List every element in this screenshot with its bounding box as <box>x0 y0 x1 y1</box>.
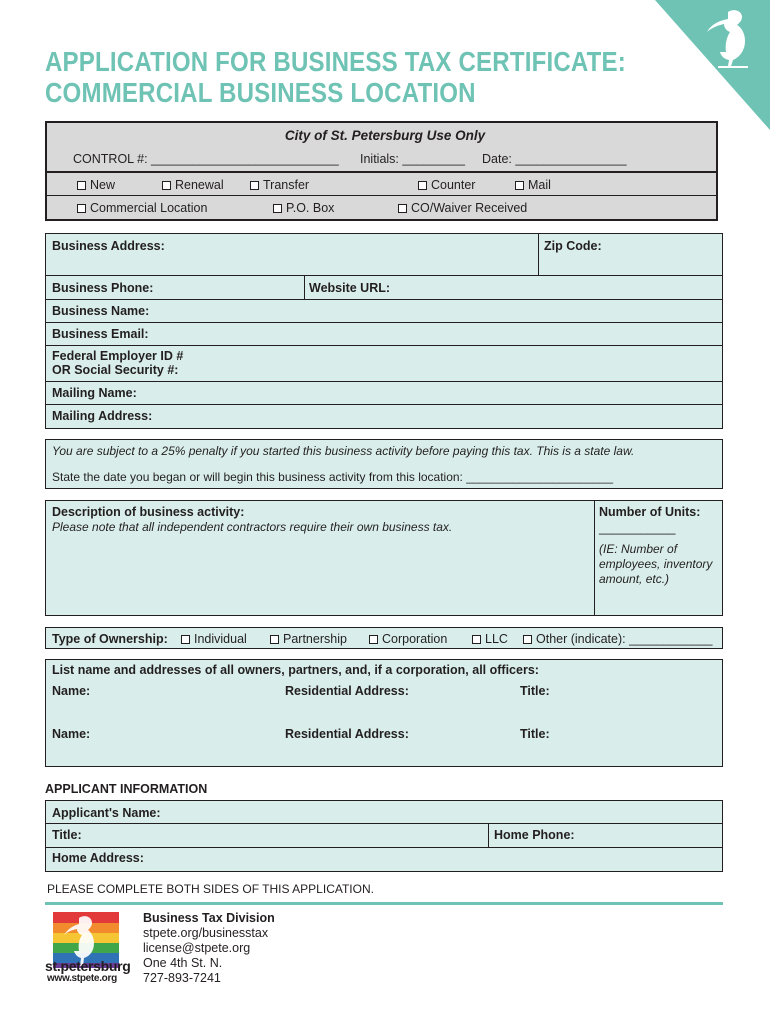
checkbox-icon <box>181 635 190 644</box>
footer-rule <box>45 902 723 905</box>
checkbox-icon <box>472 635 481 644</box>
checkbox-icon <box>162 181 171 190</box>
checkbox-transfer[interactable] <box>250 178 309 192</box>
checkbox-new-label: New <box>90 178 116 192</box>
applicant-name-field[interactable]: Applicant's Name: <box>52 806 161 820</box>
checkbox-icon <box>515 181 524 190</box>
mailing-address-field[interactable]: Mailing Address: <box>52 409 153 423</box>
division-website-link[interactable]: stpete.org/businesstax <box>143 926 269 940</box>
applicant-heading: APPLICANT INFORMATION <box>45 782 208 796</box>
ownership-partnership-label: Partnership <box>283 632 347 646</box>
checkbox-mail-label: Mail <box>528 178 551 192</box>
checkbox-counter[interactable] <box>418 178 475 192</box>
checkbox-commercial-location-label: Commercial Location <box>90 201 208 215</box>
office-use-heading: City of St. Petersburg Use Only <box>284 128 486 143</box>
checkbox-icon <box>418 181 427 190</box>
checkbox-mail[interactable] <box>515 178 551 192</box>
division-street: One 4th St. N. <box>143 956 223 970</box>
checkbox-icon <box>523 635 532 644</box>
start-date-field[interactable]: State the date you began or will begin this business activity from this location: ______________________ <box>52 470 614 484</box>
checkbox-po-box[interactable] <box>273 201 334 215</box>
checkbox-icon <box>369 635 378 644</box>
checkbox-icon <box>273 204 282 213</box>
ownership-corporation[interactable] <box>369 632 447 646</box>
title-line-1: APPLICATION FOR BUSINESS TAX CERTIFICATE: <box>45 46 626 77</box>
logo-url: www.stpete.org <box>47 973 117 984</box>
applicant-title-field[interactable]: Title: <box>52 828 82 842</box>
complete-both-sides-note: PLEASE COMPLETE BOTH SIDES OF THIS APPLICATION. <box>47 882 374 896</box>
page-title <box>45 46 626 108</box>
office-date-field[interactable]: Date: ________________ <box>482 152 627 166</box>
ownership-corporation-label: Corporation <box>382 632 448 646</box>
checkbox-icon <box>398 204 407 213</box>
contractor-note: Please note that all independent contractors require their own business tax. <box>52 520 453 534</box>
checkbox-commercial-location[interactable] <box>77 201 207 215</box>
checkbox-new[interactable] <box>77 178 115 192</box>
divider <box>304 275 305 299</box>
home-phone-field[interactable]: Home Phone: <box>494 828 575 842</box>
business-phone-field[interactable]: Business Phone: <box>52 281 154 295</box>
divider <box>45 345 723 346</box>
checkbox-co-waiver[interactable] <box>398 201 527 215</box>
checkbox-po-box-label: P.O. Box <box>286 201 335 215</box>
ownership-individual[interactable] <box>181 632 247 646</box>
checkbox-renewal-label: Renewal <box>175 178 224 192</box>
owners-heading: List name and addresses of all owners, partners, and, if a corporation, all officers: <box>52 663 539 677</box>
divider <box>45 322 723 323</box>
zip-code-field[interactable]: Zip Code: <box>544 239 602 253</box>
owner-2-address-field[interactable]: Residential Address: <box>285 727 409 741</box>
checkbox-counter-label: Counter <box>431 178 476 192</box>
business-activity-field[interactable]: Description of business activity: <box>52 505 245 519</box>
ownership-individual-label: Individual <box>194 632 247 646</box>
checkbox-icon <box>270 635 279 644</box>
fein-field[interactable] <box>52 349 183 377</box>
checkbox-icon <box>250 181 259 190</box>
checkbox-transfer-label: Transfer <box>263 178 310 192</box>
business-address-field[interactable]: Business Address: <box>52 239 165 253</box>
units-hint-line-3: amount, etc.) <box>599 572 670 586</box>
ownership-llc-label: LLC <box>485 632 508 646</box>
ownership-partnership[interactable] <box>270 632 347 646</box>
divider <box>45 381 723 382</box>
divider <box>45 299 723 300</box>
checkbox-icon <box>77 204 86 213</box>
division-email-link[interactable]: license@stpete.org <box>143 941 251 955</box>
checkbox-co-waiver-label: CO/Waiver Received <box>411 201 528 215</box>
business-name-field[interactable]: Business Name: <box>52 304 150 318</box>
owner-2-name-field[interactable]: Name: <box>52 727 91 741</box>
owner-1-title-field[interactable]: Title: <box>520 684 550 698</box>
units-hint-line-2: employees, inventory <box>599 557 713 571</box>
mailing-name-field[interactable]: Mailing Name: <box>52 386 137 400</box>
website-url-field[interactable]: Website URL: <box>309 281 391 295</box>
divider <box>45 275 723 276</box>
divider <box>538 233 539 275</box>
title-line-2: COMMERCIAL BUSINESS LOCATION <box>45 77 476 108</box>
checkbox-icon <box>77 181 86 190</box>
fein-label-line-1: Federal Employer ID # <box>52 349 184 363</box>
logo-wordmark: st.petersburg <box>45 958 131 974</box>
divider <box>594 500 595 616</box>
home-address-field[interactable]: Home Address: <box>52 851 144 865</box>
fein-label-line-2: OR Social Security #: <box>52 363 179 377</box>
initials-field[interactable]: Initials: _________ <box>360 152 465 166</box>
divider <box>45 847 723 848</box>
units-blank: ___________ <box>599 521 676 535</box>
office-use-divider <box>47 195 716 196</box>
control-number-field[interactable]: CONTROL #: ___________________________ <box>73 152 339 166</box>
divider <box>488 823 489 847</box>
business-email-field[interactable]: Business Email: <box>52 327 149 341</box>
owner-2-title-field[interactable]: Title: <box>520 727 550 741</box>
division-name: Business Tax Division <box>143 911 275 925</box>
pelican-icon <box>707 10 748 68</box>
divider <box>45 823 723 824</box>
number-of-units-field[interactable]: Number of Units: <box>599 505 701 519</box>
units-hint-line-1: (IE: Number of <box>599 542 678 556</box>
ownership-label: Type of Ownership: <box>52 632 168 646</box>
owner-1-address-field[interactable]: Residential Address: <box>285 684 409 698</box>
checkbox-renewal[interactable] <box>162 178 224 192</box>
penalty-notice: You are subject to a 25% penalty if you started this business activity before paying this tax. This is a state law. <box>52 444 635 458</box>
ownership-llc[interactable] <box>472 632 508 646</box>
ownership-other[interactable] <box>523 632 713 646</box>
divider <box>45 404 723 405</box>
ownership-other-label: Other (indicate): ____________ <box>536 632 713 646</box>
division-phone: 727-893-7241 <box>143 971 221 985</box>
owner-1-name-field[interactable]: Name: <box>52 684 91 698</box>
